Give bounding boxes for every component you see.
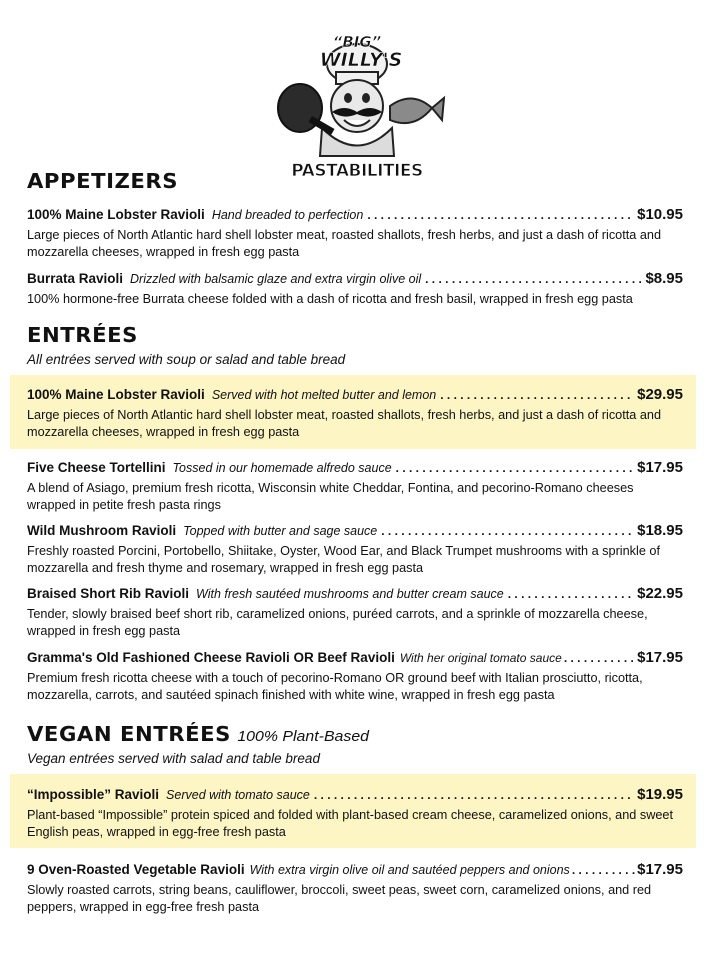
item-note: With fresh sautéed mushrooms and butter cream sauce (196, 587, 504, 601)
menu-item (27, 786, 683, 840)
menu-item (27, 270, 683, 308)
item-note: Served with tomato sauce (166, 788, 310, 802)
item-price: $17.95 (637, 459, 683, 476)
appetizers-heading: APPETIZERS (27, 169, 179, 193)
item-description: Premium fresh ricotta cheese with a touch of pecorino-Romano OR ground beef with Italian prosciutto, ricotta, mozzarella, carrots, and sautéed spinach finished with white wine, wrapped in fresh egg pasta (27, 671, 643, 702)
item-price: $8.95 (645, 270, 683, 287)
item-note: Topped with butter and sage sauce (183, 524, 378, 538)
vegan-subtitle: Vegan entrées served with salad and table bread (27, 751, 320, 766)
item-description: Large pieces of North Atlantic hard shell lobster meat, roasted shallots, fresh herbs, and just a dash of ricotta and mozzarella cheeses, wrapped in fresh egg pasta (27, 408, 662, 439)
item-name: 100% Maine Lobster Ravioli (27, 387, 205, 402)
item-note: Hand breaded to perfection (211, 208, 364, 222)
dot-leader (564, 651, 635, 665)
entrees-subtitle: All entrées served with soup or salad and table bread (27, 352, 346, 367)
item-price: $17.95 (637, 861, 683, 878)
item-description: 100% hormone-free Burrata cheese folded with a dash of ricotta and fresh basil, wrapped in fresh egg pasta (27, 292, 633, 306)
item-price: $29.95 (637, 386, 683, 403)
menu-item (27, 861, 683, 915)
item-name: 9 Oven-Roasted Vegetable Ravioli (27, 862, 245, 877)
item-description: A blend of Asiago, premium fresh ricotta, Wisconsin white Cheddar, Fontina, and pecorino-Romano cheeses wrapped in petite fresh pasta rings (27, 481, 634, 512)
item-price: $19.95 (637, 786, 683, 803)
dot-leader (396, 461, 633, 475)
dot-leader (381, 524, 633, 538)
item-price: $18.95 (637, 522, 683, 539)
item-price: $22.95 (637, 585, 683, 602)
item-description: Plant-based “Impossible” protein spiced and folded with plant-based cream cheese, caramelized onions, and sweet English peas, wrapped in egg-free fresh pasta (27, 808, 674, 839)
menu-item (27, 522, 683, 576)
vegan-entrees-heading (27, 722, 369, 746)
item-price: $10.95 (637, 206, 683, 223)
big-willys-pastabilities-logo (262, 28, 452, 188)
vegan-heading-suffix: 100% Plant-Based (237, 728, 370, 745)
dot-leader (440, 388, 633, 402)
menu-item (27, 649, 683, 703)
vegan-heading-text: VEGAN ENTRÉES (27, 722, 231, 746)
item-name: Burrata Ravioli (27, 271, 124, 286)
item-name: “Impossible” Ravioli (27, 787, 160, 802)
item-name: Five Cheese Tortellini (27, 460, 166, 475)
dot-leader (367, 208, 633, 222)
item-note: With extra virgin olive oil and sautéed peppers and onions (249, 863, 570, 877)
logo-top-text: “BIG” (332, 33, 382, 51)
dot-leader (314, 788, 633, 802)
item-description: Large pieces of North Atlantic hard shell lobster meat, roasted shallots, fresh herbs, and just a dash of ricotta and mozzarella cheeses, wrapped in fresh egg pasta (27, 228, 662, 259)
item-name: Wild Mushroom Ravioli (27, 523, 177, 538)
logo-mid-text: WILLY'S (319, 49, 403, 71)
menu-item (27, 206, 683, 260)
item-note: Served with hot melted butter and lemon (211, 388, 437, 402)
item-description: Slowly roasted carrots, string beans, cauliflower, broccoli, sweet peas, sweet corn, caramelized onions, and red peppers, wrapped in egg-free fresh pasta (27, 883, 652, 914)
item-name: 100% Maine Lobster Ravioli (27, 207, 205, 222)
item-note: Drizzled with balsamic glaze and extra virgin olive oil (130, 272, 422, 286)
item-name: Braised Short Rib Ravioli (27, 586, 190, 601)
dot-leader (425, 272, 641, 286)
item-name: Gramma's Old Fashioned Cheese Ravioli OR Beef Ravioli (27, 650, 395, 665)
item-note: Tossed in our homemade alfredo sauce (172, 461, 392, 475)
item-description: Tender, slowly braised beef short rib, caramelized onions, puréed carrots, and a sprinkle of mozzarella cheese, wrapped in fresh egg pasta (27, 607, 648, 638)
item-price: $17.95 (637, 649, 683, 666)
dot-leader (508, 587, 633, 601)
menu-item (27, 585, 683, 639)
entrees-heading: ENTRÉES (27, 323, 138, 347)
item-note: With her original tomato sauce (399, 651, 562, 665)
menu-item (27, 459, 683, 513)
logo-bottom-text: PASTABILITIES (291, 161, 423, 181)
menu-item (27, 386, 683, 440)
dot-leader (572, 863, 635, 877)
item-description: Freshly roasted Porcini, Portobello, Shiitake, Oyster, Wood Ear, and Black Trumpet mushrooms with a sprinkle of mozzarella and fresh thyme and rosemary, wrapped in fresh egg pasta (27, 544, 661, 575)
